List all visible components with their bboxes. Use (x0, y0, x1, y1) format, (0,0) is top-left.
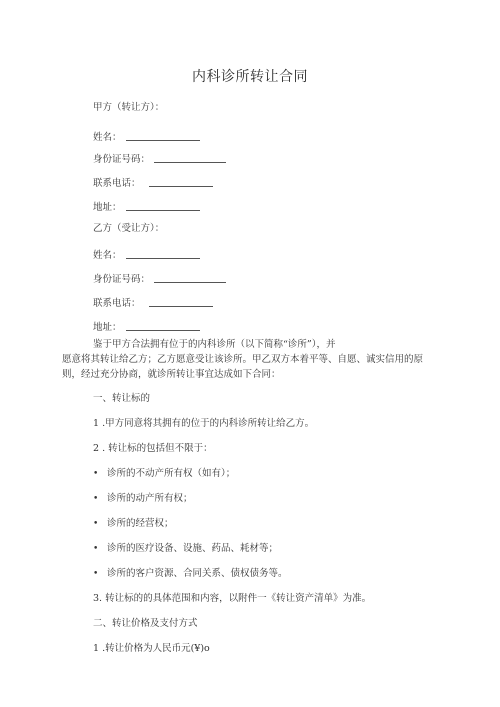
party-b-address-label: 地址： (93, 322, 122, 333)
preamble-line-3: 则，经过充分协商，就诊所转让事宜达成如下合同： (62, 369, 281, 380)
list-item-text: 诊所的医疗设备、设施、药品、耗材等； (107, 543, 279, 554)
list-item-text: 诊所的客户资源、合同关系、债权债务等。 (107, 568, 288, 579)
party-a-address-label: 地址： (93, 202, 122, 213)
party-b-name-field (93, 247, 200, 262)
bullet-icon: • (93, 544, 99, 554)
preamble-line-2: 愿意将其转让给乙方；乙方愿意受让该诊所。甲乙双方本着平等、自愿、诚实信用的原 (62, 354, 424, 365)
party-a-name-field (93, 129, 200, 144)
party-a-address-blank[interactable] (126, 200, 200, 211)
party-a-id-label: 身份证号码： (93, 154, 151, 165)
party-a-address-field (93, 199, 200, 214)
party-b-name-label: 姓名： (93, 250, 122, 261)
section-2-item-1: 1 .转让价格为人民币元(¥)o (93, 643, 210, 654)
list-item (93, 468, 235, 480)
section-2-heading: 二、转让价格及支付方式 (93, 618, 198, 629)
party-a-phone-blank[interactable] (149, 176, 213, 187)
section-1-item-1: 1 .甲方同意将其拥有的位于的内科诊所转让给乙方。 (93, 418, 315, 429)
list-item-text: 诊所的经营权； (107, 518, 174, 529)
party-b-address-blank[interactable] (126, 320, 200, 331)
party-a-id-blank[interactable] (154, 152, 226, 163)
bullet-icon: • (93, 519, 99, 529)
party-a-id-field (93, 151, 226, 166)
list-item (93, 568, 288, 580)
party-b-id-label: 身份证号码： (93, 274, 151, 285)
list-item (93, 518, 174, 530)
party-b-phone-label: 联系电话： (93, 298, 141, 309)
party-b-address-field (93, 319, 200, 334)
list-item-text: 诊所的动产所有权； (107, 493, 193, 504)
list-item (93, 493, 193, 505)
section-1-heading: 一、转让标的 (93, 393, 151, 404)
party-b-phone-field (93, 295, 213, 310)
bullet-icon: • (93, 494, 99, 504)
party-a-name-label: 姓名： (93, 132, 122, 143)
party-a-phone-label: 联系电话： (93, 178, 141, 189)
party-b-id-blank[interactable] (154, 272, 226, 283)
list-item (93, 543, 278, 555)
list-item-text: 诊所的不动产所有权（如有）； (107, 468, 236, 479)
party-a-heading: 甲方（转让方）： (93, 102, 165, 113)
party-a-phone-field (93, 175, 213, 190)
preamble-line-1: 鉴于甲方合法拥有位于的内科诊所（以下简称“诊所”），并 (93, 339, 336, 350)
bullet-icon: • (93, 569, 99, 579)
party-b-name-blank[interactable] (126, 248, 200, 259)
party-b-phone-blank[interactable] (149, 296, 213, 307)
section-1-item-2: 2 . 转让标的包括但不限于： (93, 443, 213, 454)
party-b-id-field (93, 271, 226, 286)
party-b-heading: 乙方（受让方）： (93, 223, 165, 234)
party-a-name-blank[interactable] (126, 130, 200, 141)
bullet-icon: • (93, 469, 99, 479)
section-1-item-3: 3. 转让标的的具体范围和内容，以附件一《转让资产清单》为准。 (93, 593, 372, 604)
page-title: 内科诊所转让合同 (192, 69, 308, 85)
